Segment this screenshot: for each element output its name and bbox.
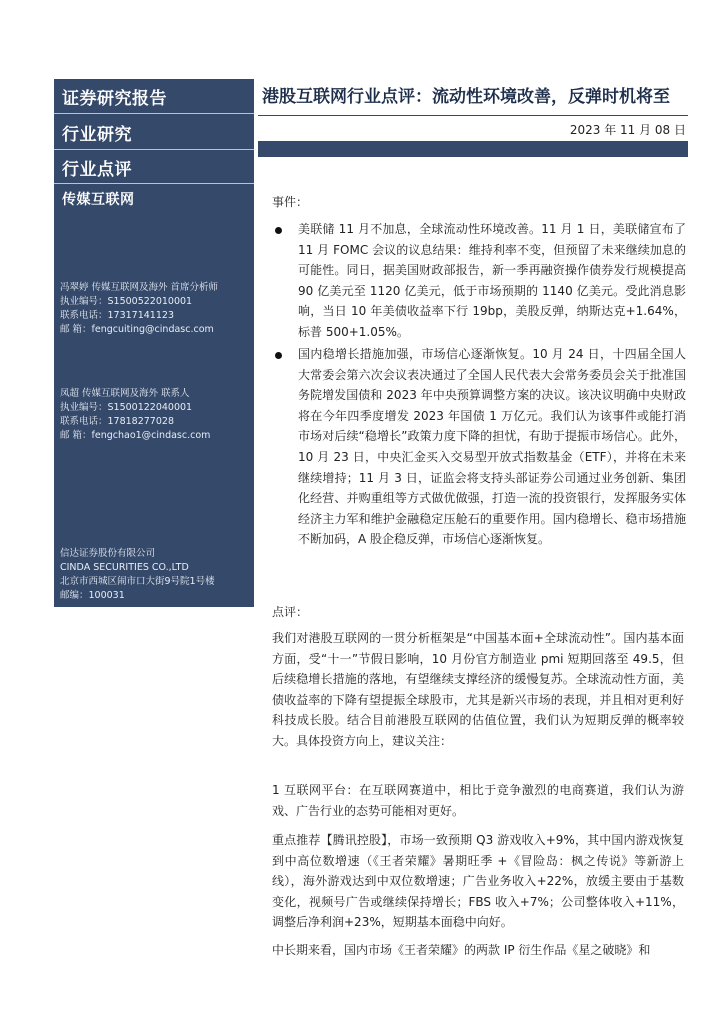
analyst-phone: 联系电话：17818277028: [60, 416, 174, 427]
event-label: 事件：: [272, 195, 309, 209]
report-date: 2023 年 11 月 08 日: [569, 123, 686, 137]
report-title: 港股互联网行业点评：流动性环境改善，反弹时机将至: [262, 87, 670, 107]
analysis-paragraph: 重点推荐【腾讯控股】，市场一致预期 Q3 游戏收入+9%，其中国内游戏恢复到中高位数增速（《王者荣耀》暑期旺季 +《冒险岛：枫之传说》等新游上线），海外游戏达到中双位数增速；广告业务收入+22%，放缓主要由于基数变化，视频号广告或继续保持增长；FBS 收入+7%；公司整体收入+11%，调整后净利润+23%，短期基本面稳中向好。: [272, 833, 684, 930]
analysis-paragraph: 1 互联网平台：在互联网赛道中，相比于竞争激烈的电商赛道，我们认为游戏、广告行业的态势可能相对更好。: [272, 783, 684, 818]
analyst-email[interactable]: 邮 箱：fengchao1@cindasc.com: [60, 430, 211, 441]
sector-label: 传媒互联网: [62, 192, 135, 208]
sidebar-divider: [54, 149, 254, 150]
company-name-cn: 信达证券股份有限公司: [60, 548, 156, 559]
sidebar-divider: [54, 183, 254, 184]
bullet-icon: [275, 227, 282, 234]
sidebar: [54, 79, 254, 607]
analyst-phone: 联系电话：17317141123: [60, 310, 174, 321]
analysis-paragraph: 我们对港股互联网的一贯分析框架是“中国基本面+全球流动性”。国内基本面方面，受“十一”节假日影响，10 月份官方制造业 pmi 短期回落至 49.5，但后续稳增长措施的落地，有望继续支撑经济的缓慢复苏。全球流动性方面，美债收益率的下降有望提振全球股市，尤其是新兴市场的表现，并且相对更利好科技成长股。结合目前港股互联网的估值位置，我们认为短期反弹的概率较大。具体投资方向上，建议关注：: [272, 631, 684, 748]
analyst-license: 执业编号：S1500522010001: [60, 296, 193, 307]
category-label: 行业研究: [62, 125, 132, 145]
analysis-paragraph: 中长期来看，国内市场《王者荣耀》的两款 IP 衍生作品《星之破晓》和: [272, 943, 651, 957]
title-divider: [258, 115, 688, 116]
comment-label: 点评：: [272, 605, 309, 619]
analyst-card: [60, 387, 252, 443]
header-bar: [258, 141, 688, 157]
report-type-label: 证券研究报告: [62, 89, 167, 109]
company-info: [60, 547, 215, 603]
sidebar-divider: [54, 113, 254, 114]
company-postcode: 邮编：100031: [60, 590, 125, 601]
analyst-license: 执业编号：S1500122040001: [60, 402, 193, 413]
event-bullet: 国内稳增长措施加强，市场信心逐渐恢复。10 月 24 日，十四届全国人大常委会第六次会议表决通过了全国人民代表大会常务委员会关于批准国务院增发国债和 2023 年中央预算调整方案的决议。该决议明确中央财政将在今年四季度增发 2023 年国债 1 万亿元。我们认为该事件或能打消市场对后续“稳增长”政策力度下降的担忧，有助于提振市场信心。此外，10 月 23 日，中央汇金买入交易型开放式指数基金（ETF），并将在未来继续增持；11 月 3 日，证监会将支持头部证券公司通过业务创新、集团化经营、并购重组等方式做优做强，打造一流的投资银行，发挥服务实体经济主力军和维护金融稳定压舱石的重要作用。国内稳增长、稳市场措施不断加码，A 股企稳反弹，市场信心逐渐恢复。: [298, 347, 686, 547]
analyst-email[interactable]: 邮 箱：fengcuiting@cindasc.com: [60, 324, 214, 335]
analyst-title: 冯翠婷 传媒互联网及海外 首席分析师: [60, 282, 219, 293]
subcategory-label: 行业点评: [62, 160, 132, 180]
analyst-card: [60, 281, 252, 337]
analyst-title: 凤超 传媒互联网及海外 联系人: [60, 388, 190, 399]
company-name-en: CINDA SECURITIES CO.,LTD: [60, 562, 189, 573]
event-bullet: 美联储 11 月不加息，全球流动性环境改善。11 月 1 日，美联储宣布了 11 月 FOMC 会议的议息结果：维持利率不变，但预留了未来继续加息的可能性。同日，据美国财政部报告，新一季再融资操作债券发行规模提高 90 亿美元至 1120 亿美元，低于市场预期的 1140 亿美元。受此消息影响，当日 10 年美债收益率下行 19bp，美股反弹，纳斯达克+1.64%，标普 500+1.05%。: [298, 222, 686, 339]
bullet-icon: [275, 352, 282, 359]
company-address: 北京市西城区闹市口大街9号院1号楼: [60, 576, 215, 587]
